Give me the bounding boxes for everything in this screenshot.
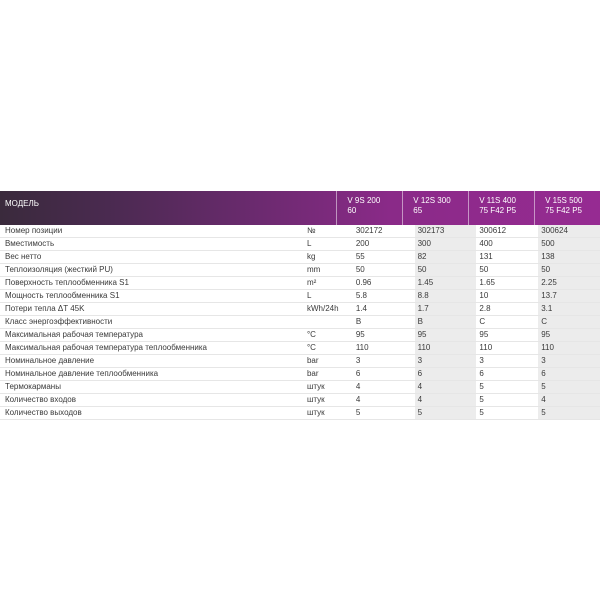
value-cell: B xyxy=(415,316,477,328)
value-cell: 13.7 xyxy=(538,290,600,302)
model-header-4: V 15S 500 75 F42 P5 xyxy=(534,191,600,225)
value-cell: 110 xyxy=(355,343,369,352)
table-row xyxy=(0,381,600,394)
table-row xyxy=(0,238,600,251)
value-cell: 3 xyxy=(479,356,484,365)
table-row xyxy=(0,225,600,238)
value-cell: 5 xyxy=(479,395,484,404)
value-cell: 5 xyxy=(355,408,361,417)
value-cell: B xyxy=(355,317,362,326)
value-cell: 300 xyxy=(415,238,477,250)
row-unit xyxy=(304,316,353,328)
table-row xyxy=(0,355,600,368)
value-cell: 500 xyxy=(538,238,600,250)
row-unit: № xyxy=(306,226,316,235)
row-unit: °C xyxy=(306,343,316,352)
model-header-label: МОДЕЛЬ xyxy=(5,199,39,208)
row-label: Потери тепла ΔT 45K xyxy=(5,304,85,313)
value-cell: 50 xyxy=(355,265,365,274)
value-cell: 1.65 xyxy=(479,278,495,287)
table-row xyxy=(0,368,600,381)
value-cell: 2.25 xyxy=(538,277,600,289)
model-header-3: V 11S 400 75 F42 P5 xyxy=(468,191,534,225)
row-label: Номер позиции xyxy=(5,226,63,235)
value-cell: 55 xyxy=(355,252,365,261)
value-cell: 6 xyxy=(355,369,361,378)
value-cell: 4 xyxy=(415,394,477,406)
row-unit: °C xyxy=(306,330,316,339)
value-cell: 95 xyxy=(415,329,477,341)
table-row xyxy=(0,407,600,420)
value-cell: 400 xyxy=(479,239,493,248)
row-unit: kWh/24h xyxy=(306,304,339,313)
row-label: Номинальное давление теплообменника xyxy=(5,369,159,378)
value-cell: 8.8 xyxy=(415,290,477,302)
table-row xyxy=(0,290,600,303)
value-cell: 3 xyxy=(538,355,600,367)
value-cell: 4 xyxy=(415,381,477,393)
row-unit: штук xyxy=(306,395,325,404)
model-header-2: V 12S 300 65 xyxy=(402,191,468,225)
table-row xyxy=(0,329,600,342)
row-unit: L xyxy=(306,239,312,248)
row-label: Термокарманы xyxy=(5,382,61,391)
row-label: Максимальная рабочая температура теплообменника xyxy=(5,343,208,352)
row-unit: штук xyxy=(306,408,325,417)
value-cell: 5 xyxy=(479,382,484,391)
unit-header xyxy=(287,191,337,225)
value-cell: 1.4 xyxy=(355,304,367,313)
value-cell: 110 xyxy=(538,342,600,354)
value-cell: 2.8 xyxy=(479,304,491,313)
value-cell: 302172 xyxy=(355,226,383,235)
value-cell: 110 xyxy=(415,342,477,354)
value-cell: 5 xyxy=(415,407,477,419)
row-label: Вес нетто xyxy=(5,252,42,261)
value-cell: C xyxy=(479,317,486,326)
table-row xyxy=(0,264,600,277)
row-label: Поверхность теплообменника S1 xyxy=(5,278,129,287)
row-label: Количество выходов xyxy=(5,408,82,417)
value-cell: 200 xyxy=(355,239,370,248)
row-unit: L xyxy=(306,291,312,300)
value-cell: 110 xyxy=(479,343,493,352)
value-cell: 6 xyxy=(538,368,600,380)
model-header-1: V 9S 200 60 xyxy=(336,191,402,225)
table-row xyxy=(0,303,600,316)
spec-table xyxy=(0,191,600,420)
value-cell: 4 xyxy=(355,395,361,404)
value-cell: 50 xyxy=(479,265,489,274)
row-label: Мощность теплообменника S1 xyxy=(5,291,120,300)
row-label: Количество входов xyxy=(5,395,76,404)
value-cell: 82 xyxy=(415,251,477,263)
table-header xyxy=(0,191,600,225)
table-row xyxy=(0,251,600,264)
row-unit: bar xyxy=(306,356,319,365)
row-label: Вместимость xyxy=(5,239,55,248)
value-cell: 4 xyxy=(355,382,361,391)
value-cell: 3 xyxy=(415,355,477,367)
value-cell: 1.45 xyxy=(415,277,477,289)
table-body xyxy=(0,225,600,420)
value-cell: 5 xyxy=(479,408,484,417)
value-cell: 95 xyxy=(479,330,489,339)
row-label: Класс энергоэффективности xyxy=(5,317,113,326)
value-cell: 4 xyxy=(538,394,600,406)
value-cell: 95 xyxy=(538,329,600,341)
value-cell: 50 xyxy=(538,264,600,276)
value-cell: 5.8 xyxy=(355,291,367,300)
value-cell: 131 xyxy=(479,252,493,261)
table-row xyxy=(0,342,600,355)
value-cell: 1.7 xyxy=(415,303,477,315)
row-unit: bar xyxy=(306,369,319,378)
value-cell: 5 xyxy=(538,407,600,419)
value-cell: 50 xyxy=(415,264,477,276)
value-cell: 10 xyxy=(479,291,489,300)
table-row xyxy=(0,394,600,407)
value-cell: 3 xyxy=(355,356,361,365)
row-unit: штук xyxy=(306,382,325,391)
row-unit: kg xyxy=(306,252,316,261)
value-cell: 0.96 xyxy=(355,278,372,287)
value-cell: C xyxy=(538,316,600,328)
row-label: Максимальная рабочая температура xyxy=(5,330,143,339)
value-cell: 95 xyxy=(355,330,365,339)
table-row xyxy=(0,316,600,329)
table-row xyxy=(0,277,600,290)
value-cell: 138 xyxy=(538,251,600,263)
value-cell: 300624 xyxy=(538,225,600,237)
value-cell: 6 xyxy=(479,369,484,378)
row-unit: mm xyxy=(306,265,321,274)
value-cell: 302173 xyxy=(415,225,477,237)
row-label: Теплоизоляция (жесткий PU) xyxy=(5,265,113,274)
value-cell: 5 xyxy=(538,381,600,393)
value-cell: 3.1 xyxy=(538,303,600,315)
row-label: Номинальное давление xyxy=(5,356,95,365)
value-cell: 6 xyxy=(415,368,477,380)
row-unit: m² xyxy=(306,278,317,287)
value-cell: 300612 xyxy=(479,226,507,235)
